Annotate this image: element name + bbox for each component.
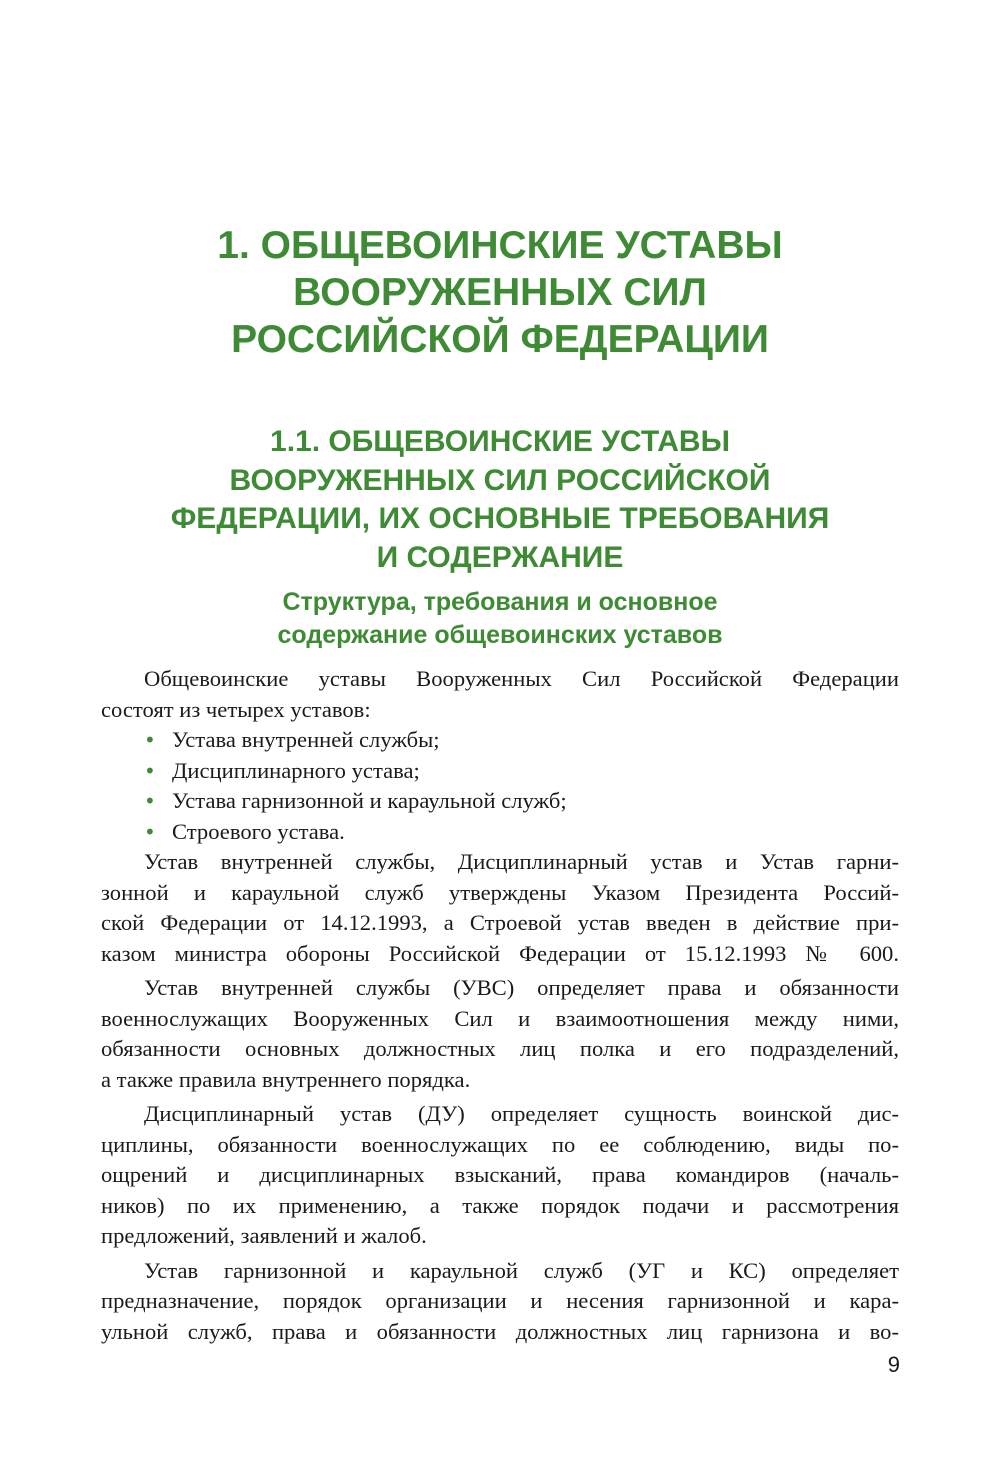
text-line: ульной служб, права и обязанности должностных лиц гарнизона и во- [101, 1318, 899, 1344]
bullet-icon: • [144, 728, 156, 752]
paragraph-internal-service [101, 973, 899, 1095]
chapter-title [100, 222, 900, 363]
intro-paragraph [101, 664, 899, 725]
text-line: предложений, заявлений и жалоб. [101, 1223, 427, 1248]
text-line: ников) по их применению, а также порядок подачи и рассмотрения [101, 1192, 899, 1218]
text-line: Устав гарнизонной и караульной служб (УГ и КС) определяет [144, 1257, 899, 1283]
subsection-title-line: содержание общевоинских уставов [277, 621, 723, 649]
text-line: ской Федерации от 14.12.1993, а Строевой устав введен в действие при- [101, 910, 899, 935]
section-title-line: ФЕДЕРАЦИИ, ИХ ОСНОВНЫЕ ТРЕБОВАНИЯ [170, 502, 830, 535]
chapter-title-line: ВООРУЖЕННЫХ СИЛ [293, 271, 707, 314]
list-item [101, 786, 899, 817]
chapter-title-line: 1. ОБЩЕВОИНСКИЕ УСТАВЫ [217, 224, 783, 267]
paragraph-statutes-approval [101, 847, 899, 969]
bullet-icon: • [144, 789, 156, 813]
text-line: а также правила внутреннего порядка. [101, 1066, 471, 1092]
list-item-text: Строевого устава. [172, 818, 345, 844]
chapter-title-line: РОССИЙСКОЙ ФЕДЕРАЦИИ [231, 318, 769, 361]
list-item [101, 756, 899, 787]
list-item-text: Устава внутренней службы; [172, 727, 440, 752]
body-text [101, 664, 899, 1347]
text-line: циплины, обязанности военнослужащих по ее соблюдению, виды по- [101, 1131, 899, 1157]
bullet-icon: • [144, 758, 156, 783]
text-line: состоят из четырех уставов: [101, 696, 371, 722]
section-title [100, 423, 900, 577]
subsection-title-line: Структура, требования и основное [282, 588, 718, 616]
subsection-title [100, 586, 900, 652]
text-line: зонной и караульной служб утверждены Указом Президента Россий- [101, 879, 899, 905]
paragraph-disciplinary [101, 1099, 899, 1252]
page-number: 9 [887, 1352, 900, 1377]
list-item [101, 817, 899, 848]
text-line: Устав внутренней службы (УВС) определяет права и обязанности [144, 975, 899, 1000]
text-line: предназначение, порядок организации и несения гарнизонной и кара- [101, 1288, 899, 1313]
text-line: ощрений и дисциплинарных взысканий, права командиров (началь- [101, 1162, 899, 1187]
bullet-icon: • [144, 819, 156, 844]
text-line: Дисциплинарный устав (ДУ) определяет сущность воинской дис- [144, 1101, 899, 1126]
paragraph-garrison [101, 1256, 899, 1348]
list-item [101, 725, 899, 756]
bullet-list [101, 725, 899, 847]
section-title-line: 1.1. ОБЩЕВОИНСКИЕ УСТАВЫ [270, 425, 730, 458]
section-title-line: ВООРУЖЕННЫХ СИЛ РОССИЙСКОЙ [229, 463, 771, 497]
text-line: Общевоинские уставы Вооруженных Сил Российской Федерации [144, 666, 899, 691]
text-line: военнослужащих Вооруженных Сил и взаимоотношения между ними, [101, 1005, 899, 1031]
text-line: обязанности основных должностных лиц полка и его подразделений, [101, 1036, 899, 1061]
list-item-text: Устава гарнизонной и караульной служб; [172, 788, 567, 813]
section-title-line: И СОДЕРЖАНИЕ [376, 540, 624, 574]
text-line: казом министра обороны Российской Федерации от 15.12.1993 № 600. [101, 940, 899, 966]
list-item-text: Дисциплинарного устава; [172, 757, 420, 783]
text-line: Устав внутренней службы, Дисциплинарный устав и Устав гарни- [144, 849, 899, 874]
